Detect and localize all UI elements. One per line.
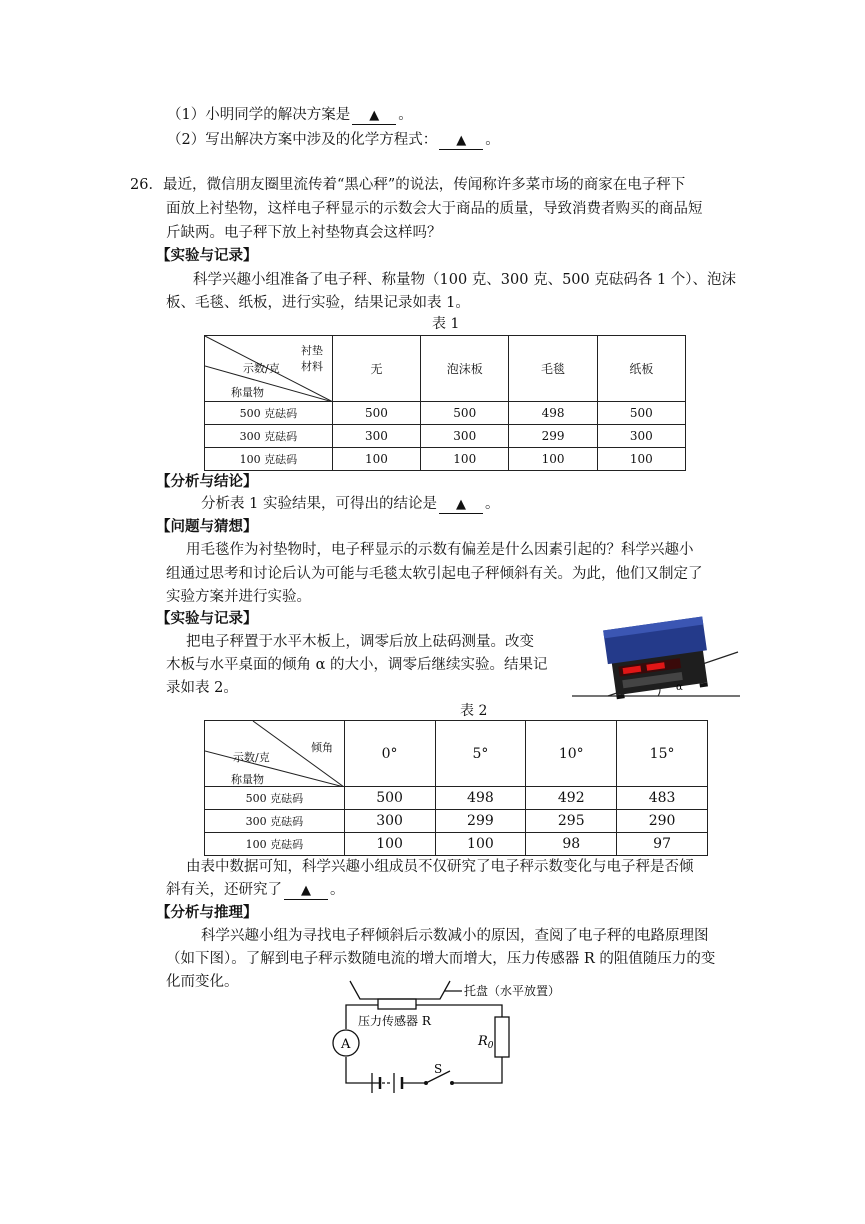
- row-label: 300 克砝码: [205, 425, 333, 448]
- reason-line2: （如下图）。了解到电子秤示数随电流的增大而增大，压力传感器 R 的阻值随压力的变: [166, 951, 716, 967]
- cell: 498: [435, 787, 526, 810]
- cell: 100: [332, 448, 420, 471]
- table2-col: 0°: [344, 721, 435, 787]
- table1-header-top: 衬垫: [301, 344, 323, 357]
- reason-line3: 化而变化。: [166, 974, 239, 990]
- row-label: 300 克砝码: [205, 810, 345, 833]
- tray-label: 托盘（水平放置）: [464, 984, 561, 998]
- after2-line1: 由表中数据可知，科学兴趣小组成员不仅研究了电子秤示数变化与电子秤是否倾: [186, 859, 694, 875]
- table2-col: 10°: [526, 721, 617, 787]
- section-heading: 【实验与记录】: [156, 610, 258, 627]
- exp2-line1: 把电子秤置于水平木板上，调零后放上砝码测量。改变: [186, 634, 534, 650]
- table1-col: 毛毯: [509, 336, 597, 402]
- q26-intro-line3: 斤缺两。电子秤下放上衬垫物真会这样吗？: [166, 225, 442, 241]
- table-row: [205, 448, 686, 471]
- table1-col: 纸板: [597, 336, 685, 402]
- section-heading: 【分析与推理】: [156, 904, 258, 921]
- section-heading: 【问题与猜想】: [156, 518, 258, 535]
- q25-sub1: （1）小明同学的解决方案是 ▲ 。: [167, 107, 413, 123]
- reason-line1: 科学兴趣小组为寻找电子秤倾斜后示数减小的原因，查阅了电子秤的电路原理图: [201, 928, 709, 944]
- exp1-line1: 科学兴趣小组准备了电子秤、称量物（100 克、300 克、500 克砝码各 1 个）、泡沫: [193, 272, 737, 288]
- after2-line2: 斜有关，还研究了 ▲ 。: [166, 882, 345, 898]
- table2-caption: 表 2: [460, 703, 488, 719]
- question-line1: 用毛毯作为衬垫物时，电子秤显示的示数有偏差是什么因素引起的？科学兴趣小: [186, 542, 694, 558]
- cell: 100: [597, 448, 685, 471]
- question-line3: 实验方案并进行实验。: [166, 589, 311, 605]
- table1-col: 泡沫板: [421, 336, 509, 402]
- cell: 500: [332, 402, 420, 425]
- table2-col: 15°: [617, 721, 708, 787]
- answer-blank[interactable]: ▲: [439, 496, 483, 514]
- cell: 492: [526, 787, 617, 810]
- cell: 300: [597, 425, 685, 448]
- section-heading: 【分析与结论】: [156, 473, 258, 490]
- cell: 498: [509, 402, 597, 425]
- answer-blank[interactable]: ▲: [352, 107, 396, 125]
- r0-label: $R_0$: [478, 1034, 494, 1051]
- cell: 500: [597, 402, 685, 425]
- cell: 295: [526, 810, 617, 833]
- table2-header-diagonal: [205, 721, 345, 787]
- analysis-line: 分析表 1 实验结果，可得出的结论是 ▲ 。: [201, 496, 500, 512]
- exp2-line3: 录如表 2。: [166, 680, 238, 696]
- exp1-line2: 板、毛毯、纸板，进行实验，结果记录如表 1。: [166, 295, 470, 311]
- ammeter-icon: A: [341, 1037, 351, 1052]
- row-label: 100 克砝码: [205, 448, 333, 471]
- table-row: [205, 787, 708, 810]
- cell: 100: [435, 833, 526, 856]
- table2-header-top: 倾角: [311, 741, 333, 754]
- sensor-label: 压力传感器 R: [358, 1014, 431, 1028]
- table-row: [205, 425, 686, 448]
- table1-header-diagonal: [205, 336, 333, 402]
- table-row: [205, 810, 708, 833]
- cell: 100: [344, 833, 435, 856]
- scale-on-incline-figure: [572, 612, 742, 700]
- cell: 100: [421, 448, 509, 471]
- cell: 100: [509, 448, 597, 471]
- table2-header-bottom: 称量物: [231, 773, 264, 786]
- cell: 299: [435, 810, 526, 833]
- section-heading: 【实验与记录】: [156, 247, 258, 264]
- cell: 300: [344, 810, 435, 833]
- q25-sub2: （2）写出解决方案中涉及的化学方程式： ▲ 。: [167, 132, 500, 148]
- question-line2: 组通过思考和讨论后认为可能与毛毯太软引起电子秤倾斜有关。为此，他们又制定了: [166, 566, 703, 582]
- table-row: [205, 833, 708, 856]
- table1-caption: 表 1: [432, 316, 460, 332]
- q26-intro-line1: 26．最近，微信朋友圈里流传着“黑心秤”的说法，传闻称许多菜市场的商家在电子秤下: [130, 177, 686, 193]
- switch-label: S: [434, 1062, 443, 1076]
- table2: [204, 720, 708, 856]
- table2-header-mid: 示数/克: [233, 751, 270, 764]
- cell: 299: [509, 425, 597, 448]
- table1-header-top2: 材料: [301, 360, 323, 373]
- table-row: [205, 402, 686, 425]
- table1-header-bottom: 称量物: [231, 386, 264, 399]
- exp2-line2: 木板与水平桌面的倾角 α 的大小，调零后继续实验。结果记: [166, 657, 548, 673]
- circuit-diagram: [320, 975, 580, 1105]
- cell: 300: [421, 425, 509, 448]
- q26-intro-line2: 面放上衬垫物，这样电子秤显示的示数会大于商品的质量，导致消费者购买的商品短: [166, 201, 703, 217]
- cell: 500: [344, 787, 435, 810]
- answer-blank[interactable]: ▲: [439, 132, 483, 150]
- cell: 500: [421, 402, 509, 425]
- cell: 98: [526, 833, 617, 856]
- table1: [204, 335, 686, 471]
- table1-col: 无: [332, 336, 420, 402]
- cell: 97: [617, 833, 708, 856]
- cell: 290: [617, 810, 708, 833]
- cell: 300: [332, 425, 420, 448]
- row-label: 500 克砝码: [205, 402, 333, 425]
- cell: 483: [617, 787, 708, 810]
- row-label: 100 克砝码: [205, 833, 345, 856]
- row-label: 500 克砝码: [205, 787, 345, 810]
- answer-blank[interactable]: ▲: [284, 882, 328, 900]
- table1-header-mid: 示数/克: [243, 362, 280, 375]
- table2-col: 5°: [435, 721, 526, 787]
- angle-label: α: [676, 682, 683, 693]
